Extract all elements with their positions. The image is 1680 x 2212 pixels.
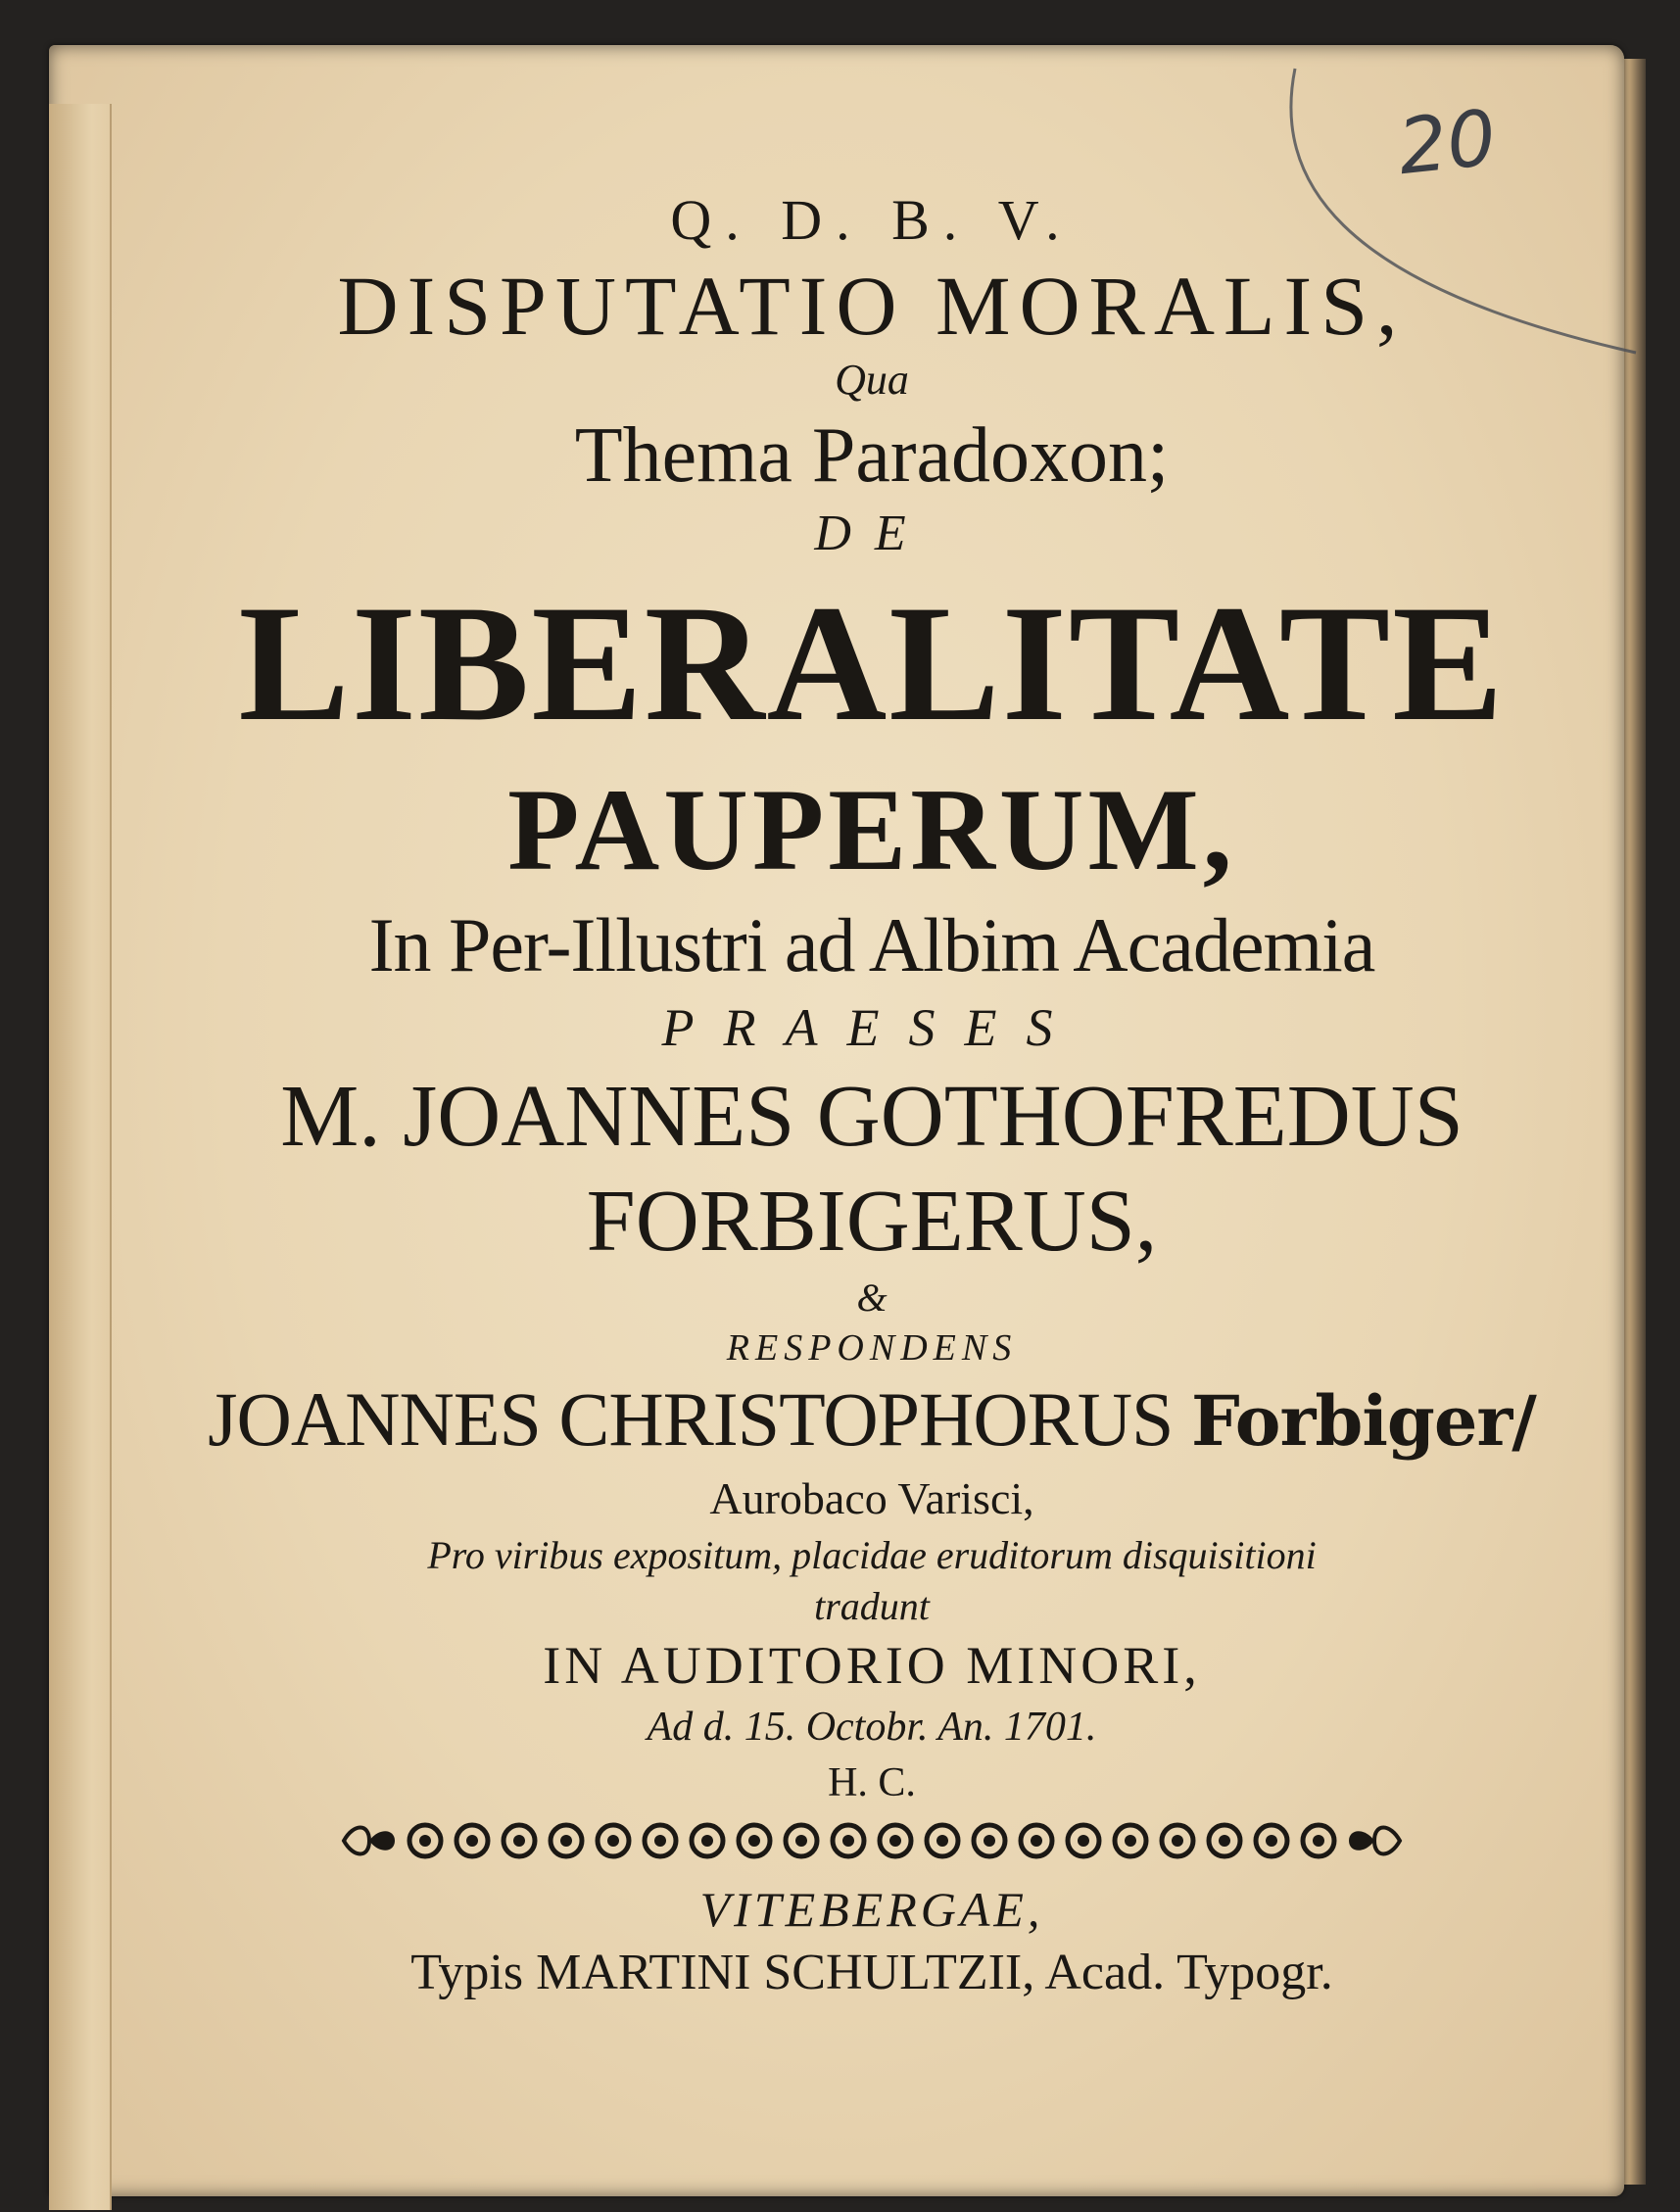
- main-title-pauperum: PAUPERUM,: [507, 764, 1236, 894]
- ornament-flower: [781, 1819, 822, 1862]
- pro-viribus-line: Pro viribus expositum, placidae eruditorum disquisitioni: [427, 1533, 1317, 1577]
- ornament-flower: [828, 1819, 869, 1862]
- ornament-flower: [546, 1819, 587, 1862]
- title-text-block: [137, 181, 1607, 2005]
- place-of-printing: VITEBERGAE,: [699, 1882, 1044, 1937]
- ornament-flower: [1110, 1819, 1151, 1862]
- ornament-flower: [405, 1819, 446, 1862]
- auditorium-line: IN AUDITORIO MINORI,: [543, 1636, 1201, 1695]
- respondens-surname: Forbiger/: [1190, 1380, 1536, 1462]
- main-title-liberalitate: LIBERALITATE: [238, 571, 1506, 755]
- thema-line: Thema Paradoxon;: [574, 412, 1170, 499]
- ornament-flower: [1157, 1819, 1198, 1862]
- respondens-label: RESPONDENS: [726, 1327, 1018, 1369]
- respondens-name-line: [137, 1372, 1607, 1468]
- ornament-flower: [734, 1819, 775, 1862]
- ornament-flower: [1298, 1819, 1339, 1862]
- praeses-label: PRAESES: [661, 998, 1082, 1057]
- disputatio-heading: DISPUTATIO MORALIS,: [337, 259, 1407, 353]
- ornament-flower: [1016, 1819, 1057, 1862]
- respondens-name: JOANNES CHRISTOPHORUS: [208, 1376, 1174, 1462]
- ornament-flower: [452, 1819, 493, 1862]
- invocation-line: Q. D. B. V.: [670, 188, 1074, 252]
- tradunt-line: tradunt: [814, 1584, 930, 1628]
- ampersand-line: &: [856, 1275, 888, 1320]
- praeses-name-second: FORBIGERUS,: [586, 1173, 1158, 1270]
- de-line: DE: [814, 505, 930, 561]
- ornament-flower: [875, 1819, 916, 1862]
- printer-line: Typis MARTINI SCHULTZII, Acad. Typogr.: [410, 1945, 1333, 2000]
- praeses-name-first: M. JOANNES GOTHOFREDUS: [280, 1068, 1464, 1165]
- ornament-flower: [640, 1819, 681, 1862]
- printers-ornament-rule: [137, 1819, 1607, 1872]
- qua-line: Qua: [835, 356, 909, 404]
- binding-gutter: [49, 104, 112, 2210]
- academia-line: In Per-Illustri ad Albim Academia: [368, 902, 1375, 987]
- ornament-end-right: [1345, 1819, 1404, 1862]
- ornament-flower: [687, 1819, 728, 1862]
- ornament-flower: [593, 1819, 634, 1862]
- ornament-flower: [1063, 1819, 1104, 1862]
- origin-line: Aurobaco Varisci,: [709, 1473, 1034, 1523]
- ornament-end-left: [340, 1819, 399, 1862]
- ornament-flower: [969, 1819, 1010, 1862]
- shelf-number-annotation: 20: [1394, 94, 1501, 193]
- ornament-flower: [1204, 1819, 1245, 1862]
- date-line: Ad d. 15. Octobr. An. 1701.: [647, 1705, 1097, 1750]
- hc-line: H. C.: [828, 1760, 916, 1805]
- ornament-flower: [499, 1819, 540, 1862]
- ornament-flower: [922, 1819, 963, 1862]
- ornament-flower: [1251, 1819, 1292, 1862]
